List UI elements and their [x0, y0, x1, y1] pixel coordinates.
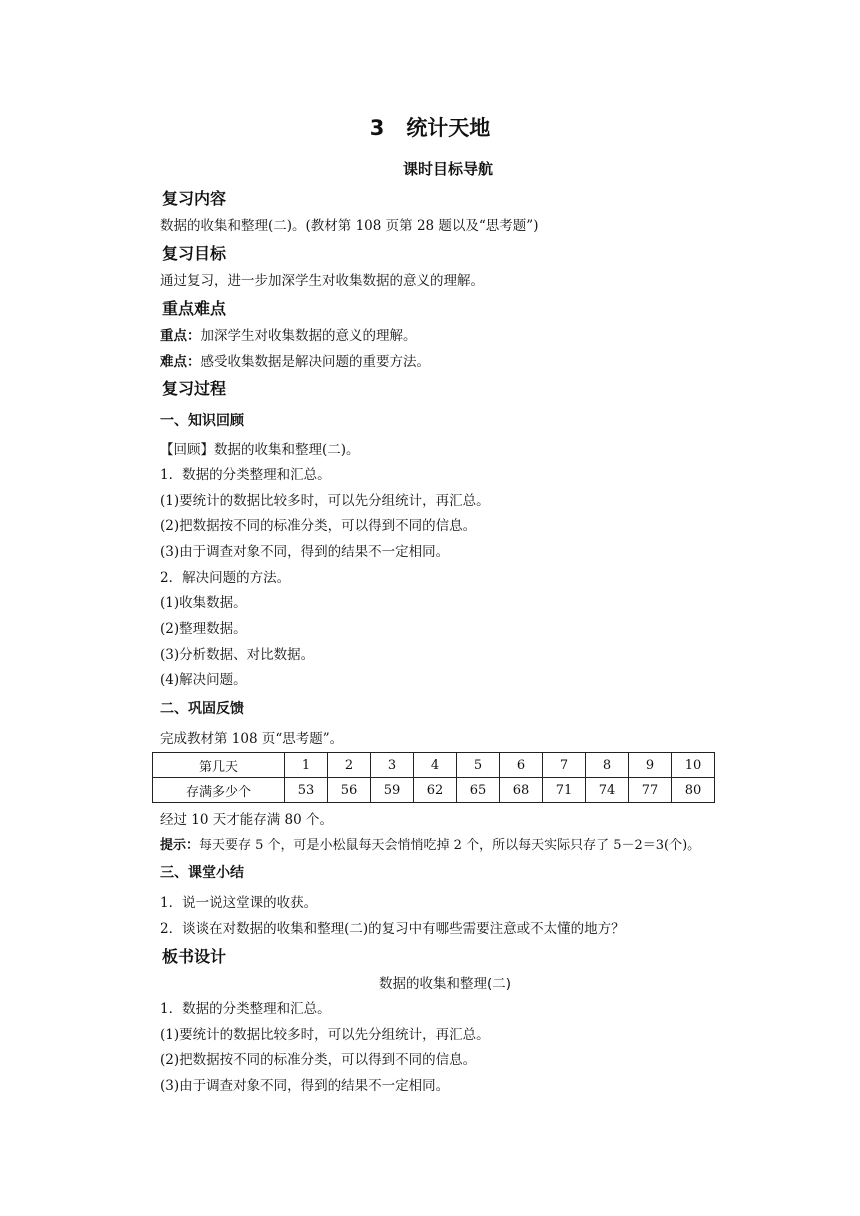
table-cell: 8 — [586, 753, 629, 778]
section1-heading: 一、知识回顾 — [160, 413, 244, 429]
row-label-amount: 存满多少个 — [153, 778, 285, 803]
table-cell: 10 — [672, 753, 715, 778]
section3-line: 1．说一说这堂课的收获。 — [160, 895, 318, 911]
row-label-day: 第几天 — [153, 753, 285, 778]
section3-heading: 三、课堂小结 — [160, 865, 244, 881]
table-cell: 62 — [414, 778, 457, 803]
difficult-point-label: 难点： — [160, 354, 201, 370]
board-line: (3)由于调查对象不同，得到的结果不一定相同。 — [160, 1078, 450, 1094]
section1-line: (3)分析数据、对比数据。 — [160, 647, 315, 663]
table-row — [153, 778, 715, 803]
table-cell: 71 — [543, 778, 586, 803]
heading-review-content: 复习内容 — [162, 189, 227, 208]
table-cell: 65 — [457, 778, 500, 803]
section-subtitle: 课时目标导航 — [402, 160, 493, 178]
table-cell: 56 — [328, 778, 371, 803]
table-cell: 59 — [371, 778, 414, 803]
table-cell: 3 — [371, 753, 414, 778]
table-cell: 5 — [457, 753, 500, 778]
board-line: (2)把数据按不同的标准分类，可以得到不同的信息。 — [160, 1052, 477, 1068]
title-text: 统计天地 — [406, 116, 491, 140]
heading-board: 板书设计 — [162, 947, 227, 966]
page-title — [0, 112, 860, 142]
table-cell: 9 — [629, 753, 672, 778]
review-content-text: 数据的收集和整理(二)。(教材第 108 页第 28 题以及“思考题”) — [160, 218, 539, 234]
heading-process: 复习过程 — [162, 379, 227, 398]
table-row — [153, 753, 715, 778]
section1-line: (2)整理数据。 — [160, 621, 247, 637]
table-cell: 1 — [285, 753, 328, 778]
section1-line: (1)收集数据。 — [160, 595, 247, 611]
hint-text: 每天要存 5 个，可是小松鼠每天会悄悄吃掉 2 个，所以每天实际只存了 5－2＝3(个)。 — [199, 838, 701, 853]
table-cell: 6 — [500, 753, 543, 778]
section1-line: (3)由于调查对象不同，得到的结果不一定相同。 — [160, 544, 450, 560]
section1-line: 2．解决问题的方法。 — [160, 570, 291, 586]
section1-line: (2)把数据按不同的标准分类，可以得到不同的信息。 — [160, 518, 477, 534]
difficult-point-text: 感受收集数据是解决问题的重要方法。 — [200, 354, 430, 370]
section1-line: 1．数据的分类整理和汇总。 — [160, 467, 331, 483]
table-cell: 2 — [328, 753, 371, 778]
key-point-label: 重点： — [160, 328, 201, 344]
heading-key-points: 重点难点 — [162, 299, 227, 318]
section2-answer: 经过 10 天才能存满 80 个。 — [160, 812, 334, 828]
difficult-point-line — [160, 350, 430, 370]
key-point-text: 加深学生对收集数据的意义的理解。 — [200, 328, 417, 344]
review-goal-text: 通过复习，进一步加深学生对收集数据的意义的理解。 — [160, 273, 484, 289]
section2-heading: 二、巩固反馈 — [160, 701, 244, 717]
table-cell: 80 — [672, 778, 715, 803]
table-cell: 77 — [629, 778, 672, 803]
board-title: 数据的收集和整理(二) — [378, 976, 512, 992]
table-cell: 53 — [285, 778, 328, 803]
section1-line: (1)要统计的数据比较多时，可以先分组统计，再汇总。 — [160, 493, 490, 509]
board-line: (1)要统计的数据比较多时，可以先分组统计，再汇总。 — [160, 1027, 490, 1043]
section1-line: (4)解决问题。 — [160, 672, 247, 688]
table-cell: 74 — [586, 778, 629, 803]
heading-review-goal: 复习目标 — [162, 244, 227, 263]
board-line: 1．数据的分类整理和汇总。 — [160, 1001, 331, 1017]
table-cell: 7 — [543, 753, 586, 778]
title-number: 3 — [369, 116, 385, 140]
table-cell: 4 — [414, 753, 457, 778]
section1-line: 【回顾】数据的收集和整理(二)。 — [160, 442, 360, 458]
hint-label: 提示： — [160, 838, 200, 853]
table-cell: 68 — [500, 778, 543, 803]
section3-line: 2．谈谈在对数据的收集和整理(二)的复习中有哪些需要注意或不太懂的地方？ — [160, 921, 625, 937]
section2-hint — [160, 834, 700, 853]
key-point-line — [160, 324, 417, 344]
savings-table — [152, 752, 715, 803]
section2-intro: 完成教材第 108 页“思考题”。 — [160, 731, 344, 747]
